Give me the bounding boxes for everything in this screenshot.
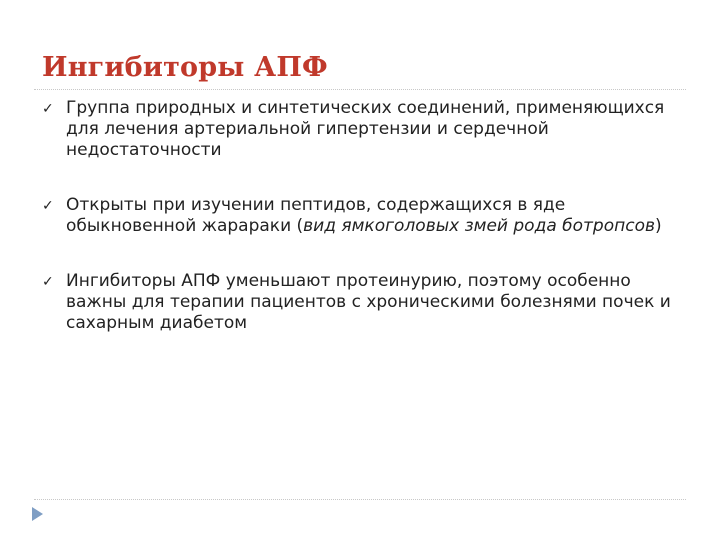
- footer-divider: [34, 499, 686, 500]
- bullet-text-italic: вид ямкоголовых змей рода ботропсов: [303, 216, 656, 236]
- bullet-list: [42, 98, 682, 368]
- checkmark-icon: ✓: [42, 198, 54, 214]
- bullet-text-part: Открыты при изучении пептидов, содержащихся в яде обыкновенной жарараки (: [66, 195, 566, 236]
- bullet-text: [66, 195, 662, 236]
- bullet-item: [42, 271, 682, 334]
- title-divider: [34, 89, 686, 90]
- bullet-text-part: ): [655, 216, 662, 236]
- bullet-text: [66, 98, 664, 160]
- checkmark-icon: ✓: [42, 101, 54, 117]
- checkmark-icon: ✓: [42, 274, 54, 290]
- bullet-item: [42, 98, 682, 161]
- bullet-text-part: Ингибиторы АПФ уменьшают протеинурию, поэтому особенно важны для терапии пациентов с хроническими болезнями почек и сахарным диабетом: [66, 271, 671, 333]
- bullet-text: [66, 271, 671, 333]
- slide-title: Ингибиторы АПФ: [42, 52, 328, 83]
- play-arrow-icon[interactable]: [32, 507, 43, 521]
- bullet-item: [42, 195, 682, 237]
- bullet-text-part: Группа природных и синтетических соединений, применяющихся для лечения артериальной гипертензии и сердечной недостаточности: [66, 98, 665, 160]
